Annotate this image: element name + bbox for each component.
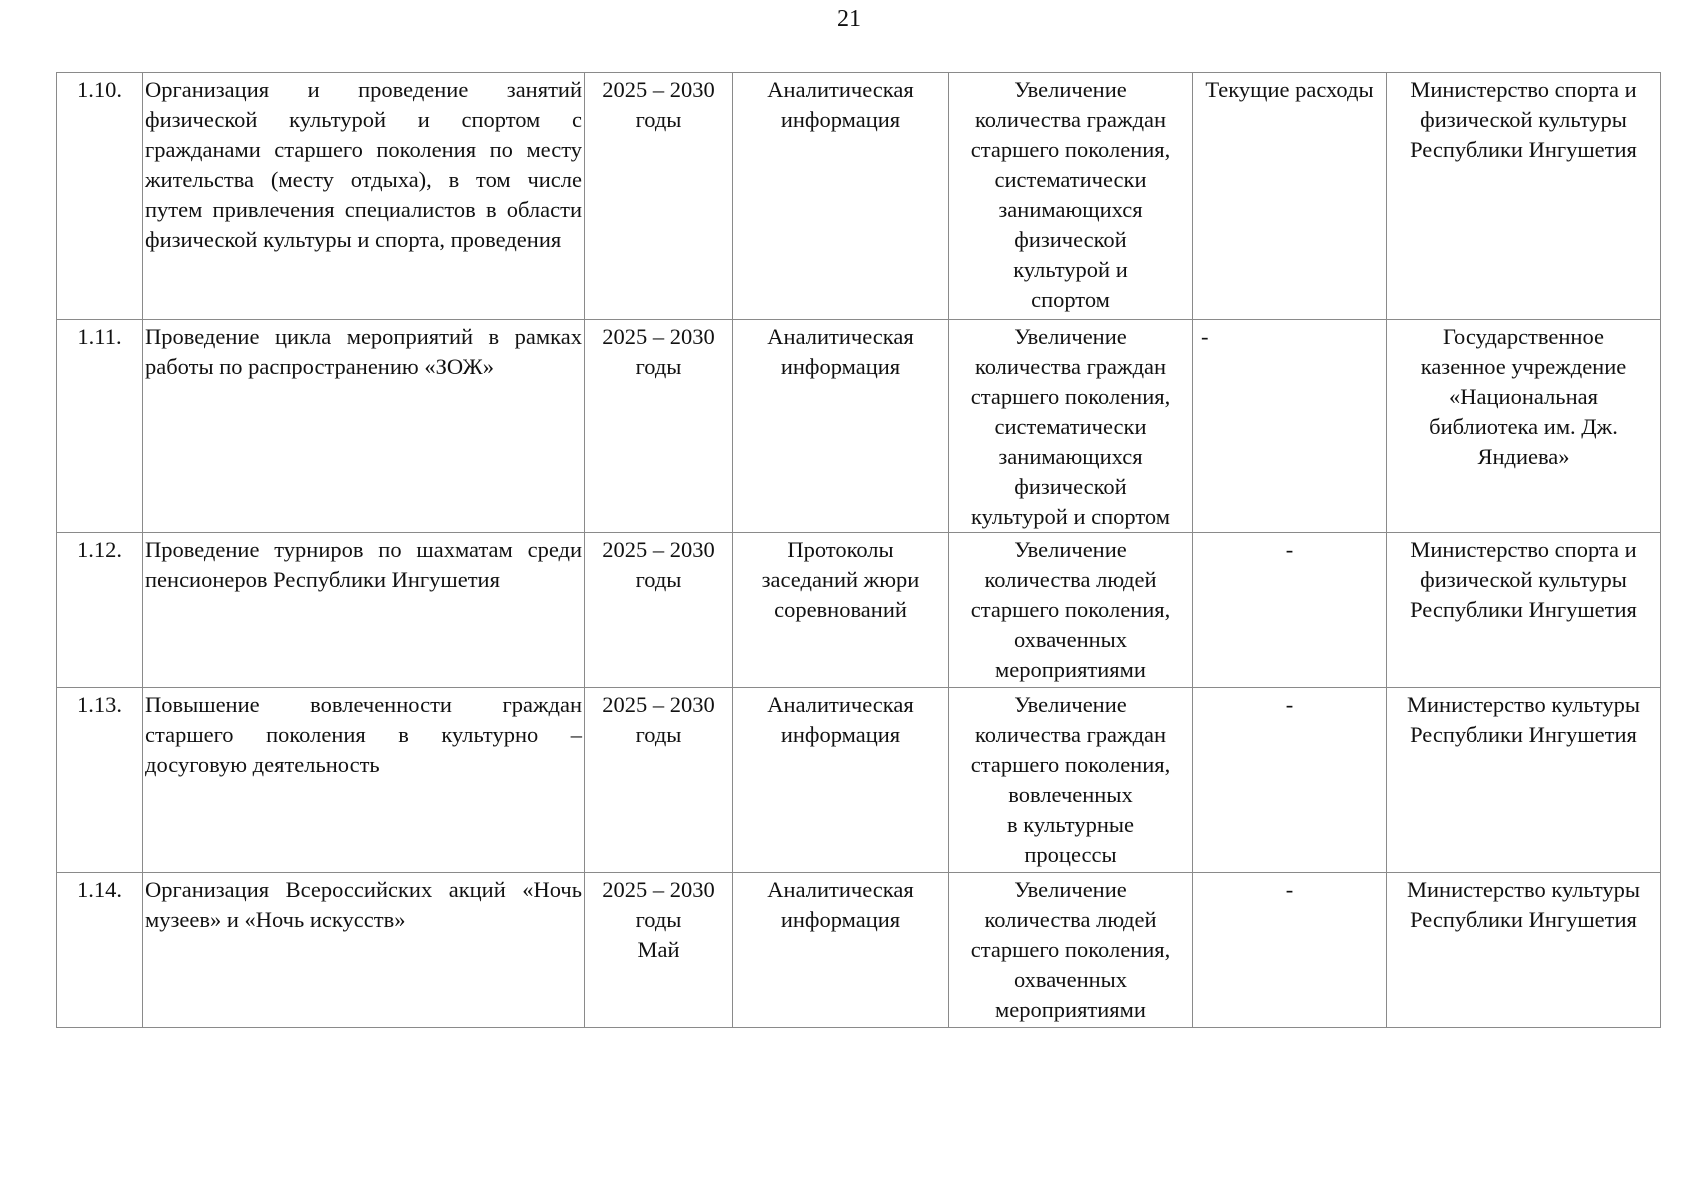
row-number-cell: 1.14. bbox=[57, 873, 143, 1028]
row-number-cell: 1.11. bbox=[57, 320, 143, 533]
result-line: Увеличение bbox=[1014, 324, 1127, 349]
responsible-line: физической культуры bbox=[1420, 107, 1627, 132]
event-cell: Организация и проведение занятий физической культурой и спортом с гражданами старшего поколения по месту жительства (месту отдыха), в том числе путем привлечения специалистов в области физической культуры и спорта, проведения bbox=[143, 73, 585, 320]
period-cell bbox=[585, 320, 733, 533]
responsible-cell bbox=[1387, 320, 1661, 533]
period-line: 2025 – 2030 bbox=[602, 324, 715, 349]
responsible-line: Министерство спорта и bbox=[1410, 77, 1637, 102]
result-line: физической bbox=[1014, 227, 1127, 252]
result-line: процессы bbox=[1024, 842, 1117, 867]
result-line: старшего поколения, bbox=[970, 137, 1171, 162]
result-line: количества людей bbox=[984, 907, 1157, 932]
funding-cell: - bbox=[1193, 688, 1387, 873]
period-cell bbox=[585, 873, 733, 1028]
period-line: годы bbox=[635, 567, 682, 592]
responsible-line: библиотека им. Дж. bbox=[1429, 414, 1618, 439]
result-line: Увеличение bbox=[1014, 692, 1127, 717]
result-line: количества граждан bbox=[974, 354, 1167, 379]
result-line: Увеличение bbox=[1014, 877, 1127, 902]
responsible-line: казенное учреждение bbox=[1420, 354, 1627, 379]
period-line: 2025 – 2030 bbox=[602, 537, 715, 562]
report-form-line: Аналитическая bbox=[767, 877, 914, 902]
period-line: годы bbox=[635, 722, 682, 747]
report-form-line: информация bbox=[780, 907, 901, 932]
result-line: в культурные bbox=[1007, 812, 1134, 837]
table-row bbox=[57, 873, 1661, 1028]
report-form-line: информация bbox=[780, 722, 901, 747]
period-cell bbox=[585, 688, 733, 873]
period-cell bbox=[585, 73, 733, 320]
event-cell: Организация Всероссийских акций «Ночь музеев» и «Ночь искусств» bbox=[143, 873, 585, 1028]
responsible-line: Министерство спорта и bbox=[1410, 537, 1637, 562]
report-form-line: Аналитическая bbox=[767, 692, 914, 717]
expected-result-cell bbox=[949, 320, 1193, 533]
period-line: годы bbox=[635, 354, 682, 379]
responsible-cell bbox=[1387, 73, 1661, 320]
responsible-line: Министерство культуры bbox=[1406, 877, 1640, 902]
report-form-cell bbox=[733, 533, 949, 688]
row-number-cell: 1.10. bbox=[57, 73, 143, 320]
report-form-line: Аналитическая bbox=[767, 77, 914, 102]
responsible-line: Республики Ингушетия bbox=[1410, 907, 1637, 932]
action-plan-table bbox=[56, 72, 1661, 1028]
event-cell: Повышение вовлеченности граждан старшего поколения в культурно – досуговую деятельность bbox=[143, 688, 585, 873]
funding-cell: - bbox=[1193, 533, 1387, 688]
responsible-cell bbox=[1387, 873, 1661, 1028]
result-line: спортом bbox=[1031, 287, 1110, 312]
event-cell: Проведение цикла мероприятий в рамках работы по распространению «ЗОЖ» bbox=[143, 320, 585, 533]
result-line: Увеличение bbox=[1014, 537, 1127, 562]
responsible-line: Министерство культуры bbox=[1406, 692, 1640, 717]
responsible-cell bbox=[1387, 533, 1661, 688]
table-row bbox=[57, 688, 1661, 873]
funding-cell: - bbox=[1193, 873, 1387, 1028]
result-line: старшего поколения, bbox=[970, 597, 1171, 622]
result-line: систематически bbox=[994, 414, 1147, 439]
expected-result-cell bbox=[949, 873, 1193, 1028]
funding-cell: Текущие расходы bbox=[1193, 73, 1387, 320]
period-line: 2025 – 2030 bbox=[602, 77, 715, 102]
report-form-line: информация bbox=[780, 354, 901, 379]
result-line: физической bbox=[1014, 474, 1127, 499]
report-form-cell bbox=[733, 873, 949, 1028]
expected-result-cell bbox=[949, 688, 1193, 873]
result-line: старшего поколения, bbox=[970, 937, 1171, 962]
result-line: Увеличение bbox=[1014, 77, 1127, 102]
table-row bbox=[57, 320, 1661, 533]
report-form-line: соревнований bbox=[774, 597, 907, 622]
responsible-cell bbox=[1387, 688, 1661, 873]
responsible-line: «Национальная bbox=[1449, 384, 1598, 409]
result-line: вовлеченных bbox=[1008, 782, 1133, 807]
period-line: 2025 – 2030 bbox=[602, 692, 715, 717]
report-form-cell bbox=[733, 688, 949, 873]
report-form-line: информация bbox=[780, 107, 901, 132]
period-line: 2025 – 2030 bbox=[602, 877, 715, 902]
responsible-line: Республики Ингушетия bbox=[1410, 722, 1637, 747]
responsible-line: Государственное bbox=[1443, 324, 1604, 349]
result-line: культурой и bbox=[1013, 257, 1128, 282]
report-form-cell bbox=[733, 73, 949, 320]
result-line: количества граждан bbox=[974, 107, 1167, 132]
period-line: годы bbox=[635, 107, 682, 132]
result-line: количества граждан bbox=[974, 722, 1167, 747]
result-line: мероприятиями bbox=[995, 657, 1146, 682]
event-cell: Проведение турниров по шахматам среди пенсионеров Республики Ингушетия bbox=[143, 533, 585, 688]
period-line: годы bbox=[635, 907, 682, 932]
report-form-line: заседаний жюри bbox=[761, 567, 920, 592]
period-cell bbox=[585, 533, 733, 688]
result-line: занимающихся bbox=[998, 197, 1143, 222]
result-line: охваченных bbox=[1013, 967, 1128, 992]
result-line: занимающихся bbox=[998, 444, 1143, 469]
responsible-line: Яндиева» bbox=[1477, 444, 1570, 469]
responsible-line: физической культуры bbox=[1420, 567, 1627, 592]
row-number-cell: 1.13. bbox=[57, 688, 143, 873]
row-number-cell: 1.12. bbox=[57, 533, 143, 688]
result-line: мероприятиями bbox=[995, 997, 1146, 1022]
report-form-cell bbox=[733, 320, 949, 533]
expected-result-cell bbox=[949, 533, 1193, 688]
result-line: старшего поколения, bbox=[970, 752, 1171, 777]
result-line: систематически bbox=[994, 167, 1147, 192]
funding-cell: - bbox=[1193, 320, 1387, 533]
result-line: старшего поколения, bbox=[970, 384, 1171, 409]
expected-result-cell bbox=[949, 73, 1193, 320]
result-line: количества людей bbox=[984, 567, 1157, 592]
table-row bbox=[57, 533, 1661, 688]
result-line: культурой и спортом bbox=[971, 504, 1170, 529]
report-form-line: Протоколы bbox=[787, 537, 894, 562]
period-line: Май bbox=[637, 937, 680, 962]
report-form-line: Аналитическая bbox=[767, 324, 914, 349]
result-line: охваченных bbox=[1013, 627, 1128, 652]
responsible-line: Республики Ингушетия bbox=[1410, 137, 1637, 162]
responsible-line: Республики Ингушетия bbox=[1410, 597, 1637, 622]
table-row bbox=[57, 73, 1661, 320]
page-number: 21 bbox=[837, 6, 861, 32]
